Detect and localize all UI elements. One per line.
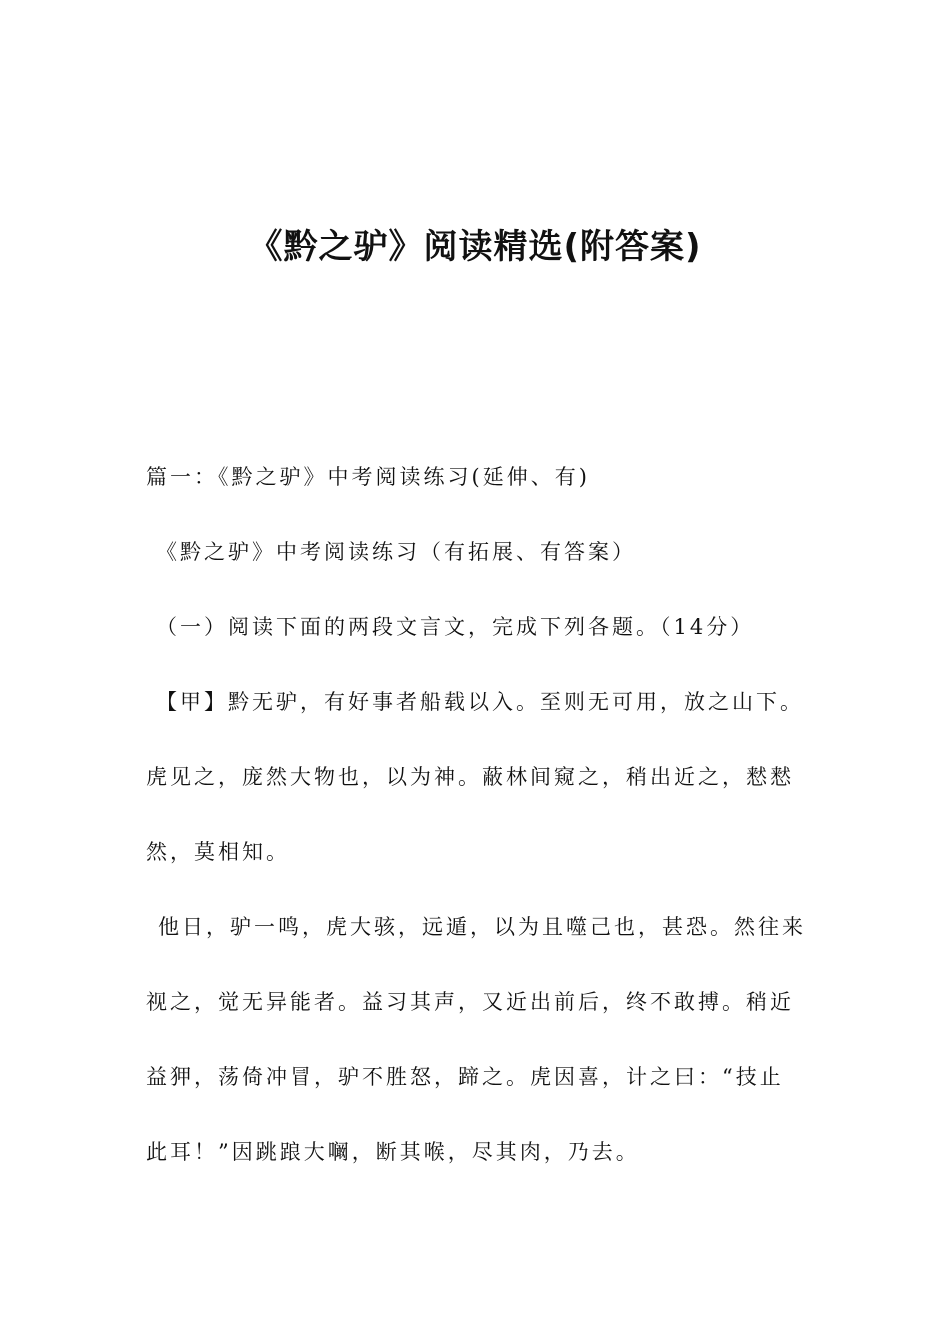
paragraph-line-5: 虎见之，庞然大物也，以为神。蔽林间窥之，稍出近之，慭慭	[146, 765, 794, 789]
paragraph-line-9: 益狎，荡倚冲冒，驴不胜怒，蹄之。虎因喜，计之曰：“技止	[146, 1065, 784, 1089]
paragraph-line-1: 篇一：《黔之驴》中考阅读练习(延伸、有)	[146, 465, 590, 489]
paragraph-line-7: 他日，驴一鸣，虎大骇，远遁，以为且噬己也，甚恐。然往来	[158, 915, 806, 939]
paragraph-line-4: 【甲】黔无驴，有好事者船载以入。至则无可用，放之山下。	[156, 690, 804, 714]
document-title: 《黔之驴》阅读精选(附答案)	[248, 227, 702, 267]
paragraph-line-2: 《黔之驴》中考阅读练习（有拓展、有答案）	[156, 540, 636, 564]
document-body	[146, 457, 808, 1207]
paragraph-line-10: 此耳！”因跳踉大㘎，断其喉，尽其肉，乃去。	[146, 1140, 640, 1164]
paragraph-line-8: 视之，觉无异能者。益习其声，又近出前后，终不敢搏。稍近	[146, 990, 794, 1014]
paragraph-line-6: 然，莫相知。	[146, 840, 290, 864]
paragraph-line-3: （一）阅读下面的两段文言文，完成下列各题。（14分）	[156, 615, 755, 639]
